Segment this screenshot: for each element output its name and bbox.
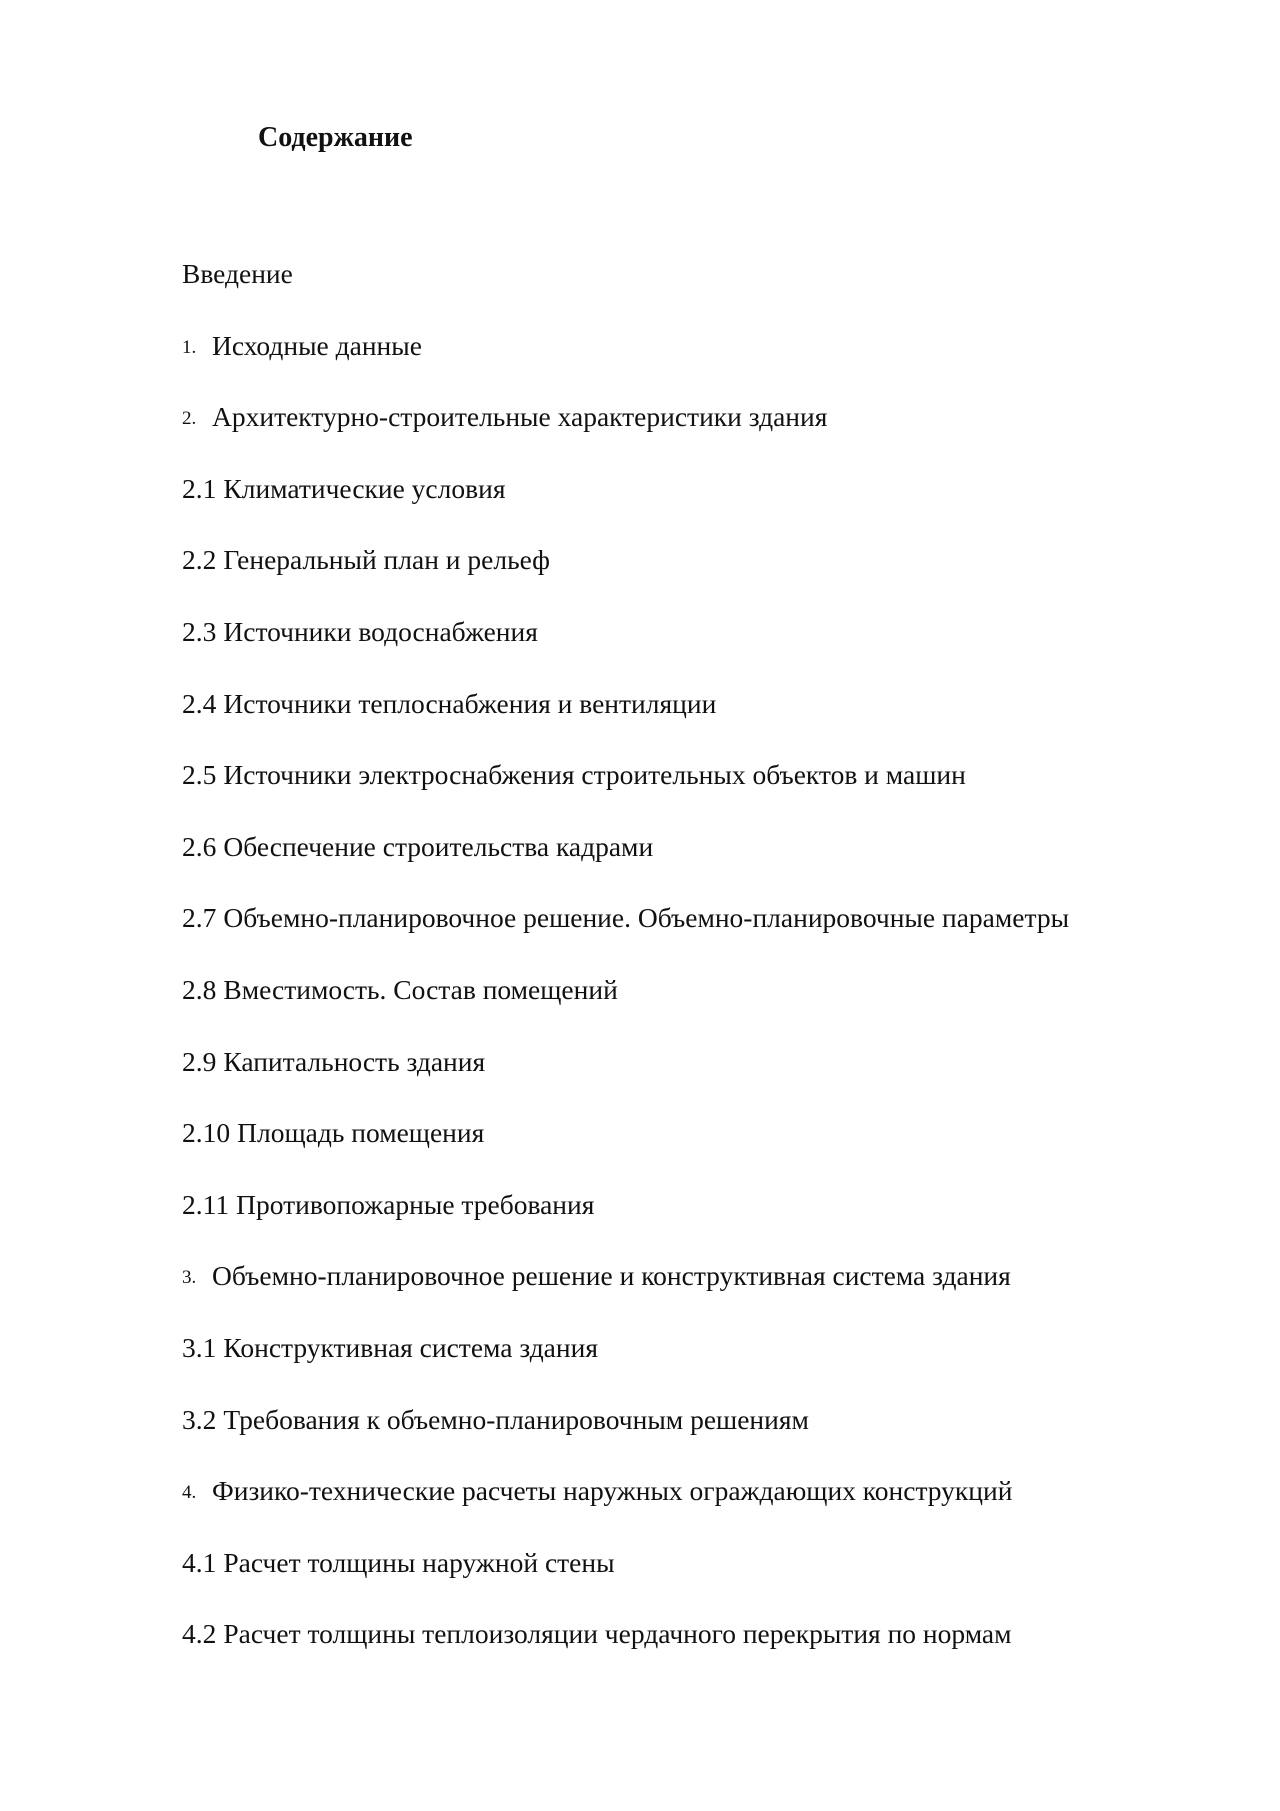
table-of-contents <box>182 254 1242 1686</box>
page-title: Содержание <box>258 122 413 153</box>
toc-item-number: 2.11 <box>182 1188 230 1220</box>
toc-item <box>182 755 1242 827</box>
toc-item-text: Обеспечение строительства кадрами <box>223 830 654 862</box>
toc-item-number: 2.1 <box>182 472 217 504</box>
toc-item <box>182 1042 1242 1114</box>
toc-item-number: 2.10 <box>182 1117 231 1149</box>
toc-item-number: 2.5 <box>182 759 217 791</box>
toc-item-text: Требования к объемно-планировочным решениям <box>223 1403 809 1435</box>
toc-item-number: 2.4 <box>182 687 217 719</box>
toc-item <box>182 1614 1242 1686</box>
toc-item-text: Архитектурно-строительные характеристики здания <box>212 401 828 433</box>
toc-item <box>182 827 1242 899</box>
toc-item-number: 3.2 <box>182 1403 217 1435</box>
toc-item-number: 2. <box>182 408 197 430</box>
toc-item-text: Капитальность здания <box>223 1045 486 1077</box>
toc-item-text: Объемно-планировочное решение. Объемно-планировочные параметры <box>223 902 1070 934</box>
toc-item-text: Объемно-планировочное решение и конструктивная система здания <box>212 1260 1011 1292</box>
toc-item <box>182 1185 1242 1257</box>
toc-item-number: 3.1 <box>182 1331 217 1363</box>
toc-item-number: 4.2 <box>182 1618 217 1650</box>
toc-item <box>182 1256 1242 1328</box>
toc-item-text: Источники электроснабжения строительных объектов и машин <box>223 759 966 791</box>
toc-item-number: 2.3 <box>182 615 217 647</box>
toc-item <box>182 1400 1242 1472</box>
toc-item <box>182 1471 1242 1543</box>
toc-item <box>182 254 1242 326</box>
toc-item <box>182 397 1242 469</box>
toc-item <box>182 540 1242 612</box>
toc-item-number: 2.8 <box>182 973 217 1005</box>
toc-item-number: 2.9 <box>182 1045 217 1077</box>
toc-item-text: Источники водоснабжения <box>223 615 538 647</box>
toc-item-number: 2.2 <box>182 544 217 576</box>
toc-item-text: Конструктивная система здания <box>223 1331 598 1363</box>
toc-item-text: Расчет толщины теплоизоляции чердачного перекрытия по нормам <box>223 1618 1012 1650</box>
toc-item-text: Расчет толщины наружной стены <box>223 1546 615 1578</box>
toc-item-text: Климатические условия <box>223 472 506 504</box>
toc-item-number: 4. <box>182 1482 197 1504</box>
toc-item-number: 2.6 <box>182 830 217 862</box>
toc-item-text: Противопожарные требования <box>236 1188 595 1220</box>
toc-item-text: Исходные данные <box>212 329 422 361</box>
toc-item <box>182 1113 1242 1185</box>
toc-item <box>182 684 1242 756</box>
toc-item-text: Вместимость. Состав помещений <box>223 973 618 1005</box>
toc-item-number: 1. <box>182 336 197 358</box>
toc-item-text: Введение <box>182 258 293 289</box>
toc-item-number: 2.7 <box>182 902 217 934</box>
toc-item <box>182 326 1242 398</box>
toc-item <box>182 898 1242 970</box>
toc-item-number: 3. <box>182 1267 197 1289</box>
toc-item-text: Генеральный план и рельеф <box>223 544 550 576</box>
toc-item <box>182 970 1242 1042</box>
toc-item <box>182 612 1242 684</box>
toc-item <box>182 1328 1242 1400</box>
toc-item-text: Источники теплоснабжения и вентиляции <box>223 687 717 719</box>
toc-item <box>182 469 1242 541</box>
toc-item-number: 4.1 <box>182 1546 217 1578</box>
toc-item <box>182 1543 1242 1615</box>
toc-item-text: Площадь помещения <box>237 1117 485 1149</box>
toc-item-text: Физико-технические расчеты наружных ограждающих конструкций <box>212 1475 1013 1507</box>
